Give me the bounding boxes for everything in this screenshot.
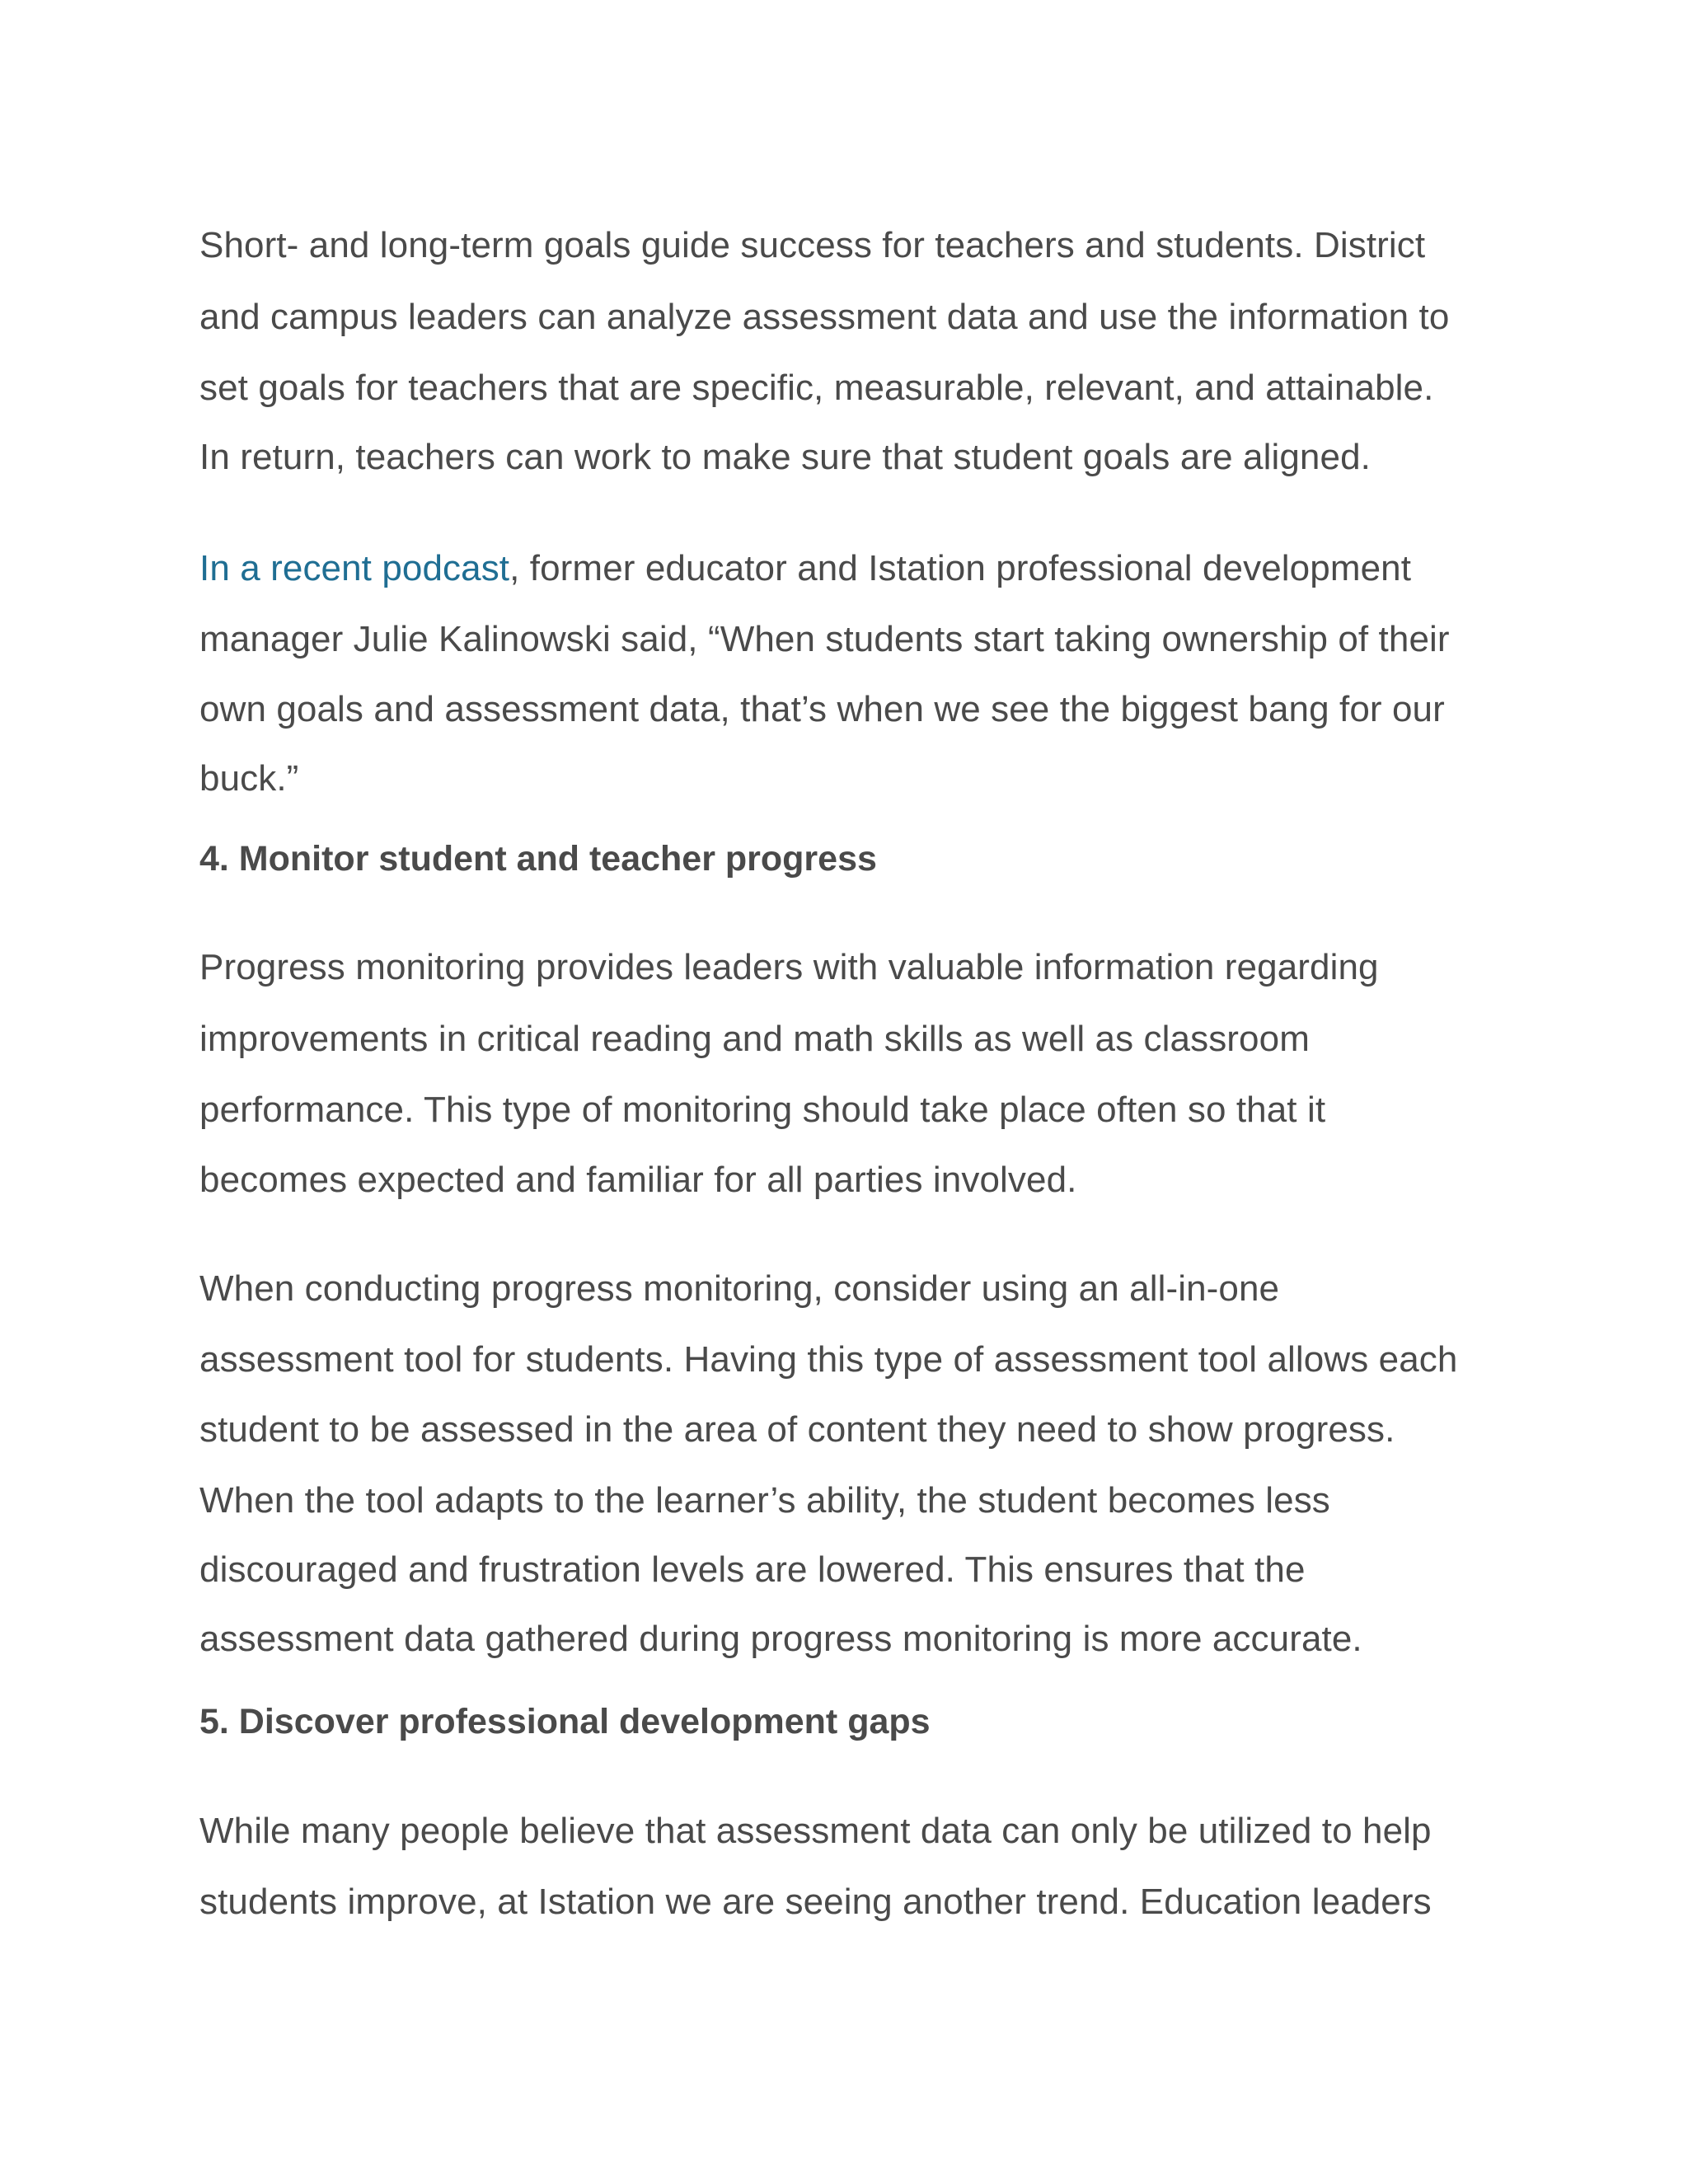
text-line: Progress monitoring provides leaders with valuable information regarding <box>199 947 1379 987</box>
podcast-link[interactable]: In a recent podcast <box>199 548 510 588</box>
text-line: student to be assessed in the area of content they need to show progress. <box>199 1409 1395 1450</box>
text-line: When conducting progress monitoring, consider using an all-in-one <box>199 1268 1280 1309</box>
text-line: In return, teachers can work to make sure that student goals are aligned. <box>199 437 1371 477</box>
text-span: , former educator and Istation professional development <box>509 548 1412 588</box>
section-heading-monitor-progress: 4. Monitor student and teacher progress <box>199 839 877 879</box>
text-line: buck.” <box>199 758 299 799</box>
text-line: manager Julie Kalinowski said, “When students start taking ownership of their <box>199 619 1450 659</box>
text-line: set goals for teachers that are specific, measurable, relevant, and attainable. <box>199 368 1434 408</box>
text-line: becomes expected and familiar for all parties involved. <box>199 1160 1077 1200</box>
text-line: own goals and assessment data, that’s when we see the biggest bang for our <box>199 689 1445 729</box>
text-line: improvements in critical reading and math skills as well as classroom <box>199 1019 1310 1059</box>
text-line <box>199 546 1411 592</box>
text-line: students improve, at Istation we are seeing another trend. Education leaders <box>199 1882 1432 1922</box>
text-line: discouraged and frustration levels are lowered. This ensures that the <box>199 1549 1306 1590</box>
text-line: performance. This type of monitoring should take place often so that it <box>199 1090 1326 1130</box>
text-line: assessment data gathered during progress monitoring is more accurate. <box>199 1619 1362 1659</box>
text-line: assessment tool for students. Having this type of assessment tool allows each <box>199 1339 1458 1380</box>
section-heading-professional-development: 5. Discover professional development gaps <box>199 1702 931 1741</box>
text-line: While many people believe that assessment data can only be utilized to help <box>199 1811 1432 1851</box>
text-line: When the tool adapts to the learner’s ability, the student becomes less <box>199 1480 1330 1521</box>
text-line: Short- and long-term goals guide success for teachers and students. District <box>199 225 1426 265</box>
text-line: and campus leaders can analyze assessment data and use the information to <box>199 297 1450 337</box>
